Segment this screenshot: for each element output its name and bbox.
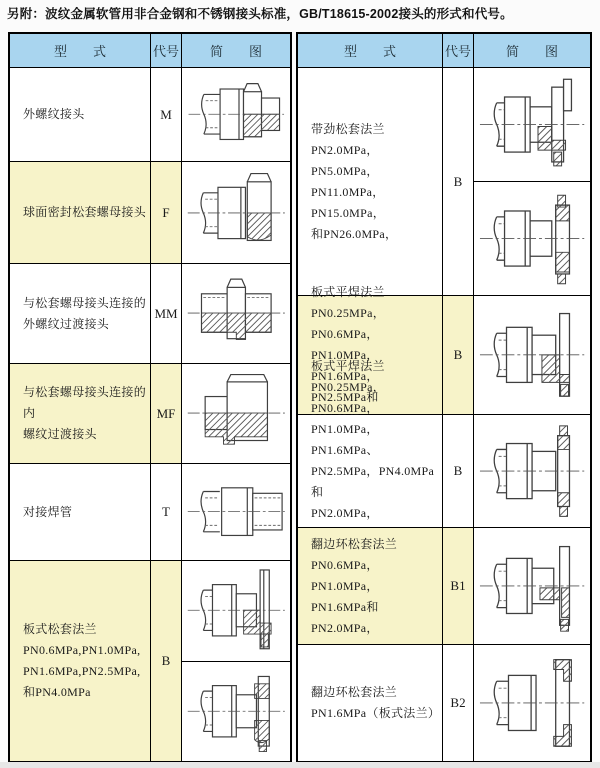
fitting-code-cell: F [150,162,181,263]
butt-weld-pipe-diagram [182,464,290,560]
fitting-code-cell: B [150,561,181,761]
fitting-type-label: 带劲松套法兰 PN2.0MPa，PN5.0MPa， PN11.0MPa，PN15.0MPa， 和PN26.0MPa， [311,121,398,241]
fitting-code-cell: B [442,415,473,527]
fitting-type-cell [10,162,150,263]
fitting-code-cell: T [150,464,181,560]
fitting-type-cell [10,464,150,560]
male-male-adapter-diagram [182,264,290,363]
fitting-diagram-cell [181,264,290,363]
fitting-type-cell [298,528,442,644]
fitting-type-label: 板式平焊法兰 PN0.25MPa，PN0.6MPa， PN1.0MPa，PN1.6MPa、 PN2.5MPa，PN4.0MPa和 PN2.0MPa， [311,358,435,520]
table-row [298,645,590,761]
fitting-diagram-cell [181,561,290,761]
table-row [10,464,290,561]
fitting-type-cell [10,561,150,761]
fitting-code-cell: M [150,68,181,161]
table-row [10,561,290,761]
fitting-diagram-cell [473,296,590,414]
fitting-diagram-cell [473,528,590,644]
fitting-type-label: 对接焊管 [23,504,73,519]
column-header-diagram: 简 图 [473,34,590,67]
fitting-type-label: 与松套螺母接头连接的内 螺纹过渡接头 [23,385,147,441]
column-header-code: 代号 [442,34,473,67]
fitting-diagram-cell [181,68,290,161]
fitting-diagram-cell [473,645,590,761]
table-row [10,162,290,264]
fitting-type-label: 翻边环松套法兰 PN1.6MPa（板式法兰） [311,685,441,720]
plate-lap-flange-a-diagram [182,561,290,661]
fitting-code-cell: MF [150,364,181,463]
fitting-type-label: 球面密封松套螺母接头 [23,205,147,219]
column-header-code: 代号 [150,34,181,67]
table-row [298,528,590,645]
male-female-adapter-diagram [182,364,290,463]
plate-weld-flange-a-diagram [474,296,590,414]
fitting-type-cell [10,364,150,463]
fitting-type-cell [298,645,442,761]
plate-weld-flange-b-diagram [474,415,590,527]
fitting-type-label: 外螺纹接头 [23,107,85,121]
fitting-code-cell: B2 [442,645,473,761]
fitting-type-cell [298,358,442,527]
table-row [298,358,590,528]
column-header-type: 型 式 [53,44,106,59]
table-row [298,68,590,296]
flared-ring-plate-flange-diagram [474,645,590,761]
fitting-type-cell [10,264,150,363]
table-header-left [10,34,290,68]
fitting-code-cell: MM [150,264,181,363]
page-bottom-edge [0,762,600,768]
spherical-seal-swivel-nut-fitting-diagram [182,162,290,263]
column-header-diagram: 简 图 [181,34,290,67]
table-body-right [298,68,590,761]
fitting-diagram-cell [181,364,290,463]
page-title: 另附：波纹金属软管用非合金钢和不锈钢接头标准，GB/T18615-2002接头的形式和代号。 [7,7,513,21]
fitting-type-label: 翻边环松套法兰 PN0.6MPa，PN1.0MPa， PN1.6MPa和PN2.0MPa， [311,536,398,635]
neck-lap-flange-a-diagram [474,68,590,181]
fitting-code-cell: B [442,296,473,414]
neck-lap-flange-b-diagram [474,181,590,295]
fitting-type-label: 与松套螺母接头连接的 外螺纹过渡接头 [23,295,147,331]
fittings-table-right [296,32,592,762]
table-row [10,68,290,162]
flared-ring-lap-flange-diagram [474,528,590,644]
fitting-type-label: 板式平焊法兰 PN0.25MPa，PN0.6MPa， PN1.0MPa，PN1.6MPa， PN2.5MPa和 [311,284,386,404]
fitting-diagram-cell [473,68,590,295]
plate-lap-flange-b-diagram [182,661,290,762]
fittings-table-left [8,32,292,762]
fitting-diagram-cell [473,415,590,527]
column-header-type: 型 式 [343,44,396,59]
fitting-diagram-cell [181,464,290,560]
table-header-right [298,34,590,68]
table-body-left [10,68,290,761]
fitting-type-cell [10,68,150,161]
fitting-code-cell: B [442,68,473,295]
table-row [10,364,290,464]
fitting-code-cell: B1 [442,528,473,644]
fitting-type-label: 板式松套法兰 PN0.6MPa,PN1.0MPa, PN1.6MPa,PN2.5MPa, 和PN4.0MPa [23,622,141,699]
fitting-diagram-cell [181,162,290,263]
table-row [10,264,290,364]
male-thread-fitting-diagram [182,68,290,161]
fitting-type-cell [298,68,442,295]
